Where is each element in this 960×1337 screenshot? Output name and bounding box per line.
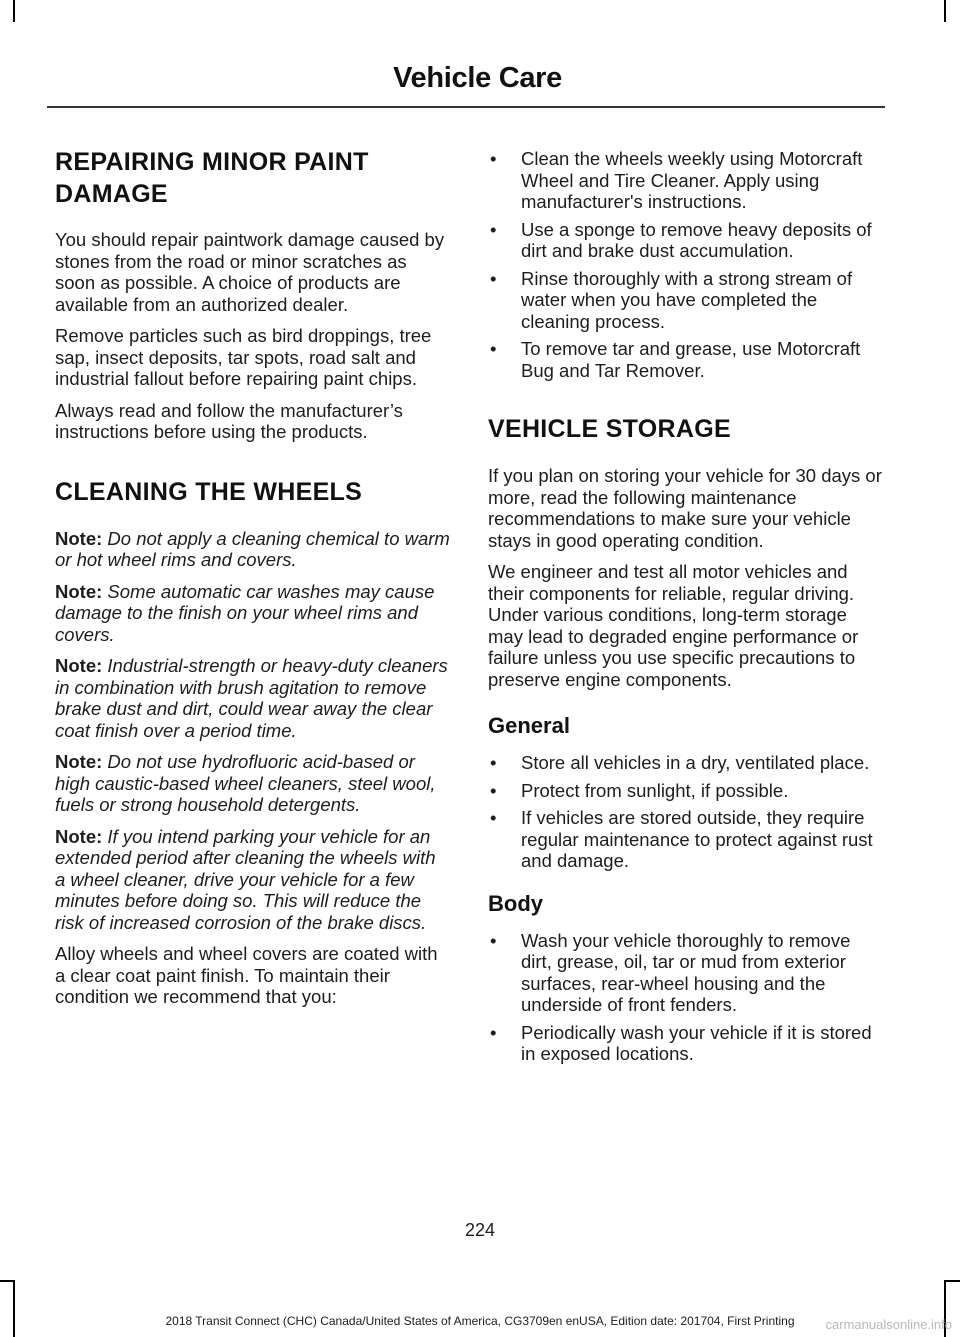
body-list <box>488 930 886 1065</box>
note <box>55 751 450 816</box>
repair-paint-heading-line1: REPAIRING MINOR PAINT <box>55 148 369 176</box>
list-item-text: Wash your vehicle thoroughly to remove dirt, grease, oil, tar or mud from exterior surfaces, rear-wheel housing and the underside of front fenders. <box>521 929 851 1015</box>
crop-mark-top-left <box>13 0 15 22</box>
body-subheading: Body <box>488 890 543 916</box>
note-text: Do not use hydrofluoric acid-based or high caustic-based wheel cleaners, steel wool, fuels or strong household detergents. <box>55 751 436 815</box>
vehicle-storage-section <box>488 413 886 1065</box>
list-item <box>488 338 886 381</box>
bullet: • <box>490 929 497 951</box>
footer-edition-info: 2018 Transit Connect (CHC) Canada/United States of America, CG3709en enUSA, Edition date: 201704, First Printing <box>165 1314 795 1328</box>
wheel-care-list <box>488 148 886 381</box>
bullet: • <box>490 752 497 773</box>
bullet: • <box>490 148 497 169</box>
paragraph: Alloy wheels and wheel covers are coated with a clear coat paint finish. To maintain their condition we recommend that you: <box>55 943 438 1007</box>
bullet: • <box>490 267 497 289</box>
note-label: Note: <box>55 825 103 847</box>
note-text: Do not apply a cleaning chemical to warm or hot wheel rims and covers. <box>55 527 450 570</box>
bullet: • <box>490 218 497 240</box>
list-item <box>488 752 886 774</box>
note <box>55 528 450 571</box>
page-number: 224 <box>464 1220 496 1240</box>
bullet: • <box>490 1021 497 1043</box>
general-list <box>488 752 886 872</box>
list-item <box>488 268 886 333</box>
cleaning-wheels-section <box>55 476 450 1008</box>
list-item <box>488 1022 886 1065</box>
list-item-text: Periodically wash your vehicle if it is stored in exposed locations. <box>521 1021 872 1064</box>
crop-mark-bottom-left-vertical <box>13 1280 15 1337</box>
watermark: carmanualsonline.info <box>825 1317 952 1332</box>
note <box>55 581 450 646</box>
repair-paint-section <box>55 146 450 443</box>
page-header-title: Vehicle Care <box>393 62 562 94</box>
note-label: Note: <box>55 751 103 772</box>
list-item <box>488 219 886 262</box>
list-item <box>488 930 886 1016</box>
header-divider <box>47 106 885 108</box>
note-label: Note: <box>55 655 103 676</box>
list-item <box>488 807 886 872</box>
paragraph: Remove particles such as bird droppings, tree sap, insect deposits, tar spots, road salt and industrial fallout before repairing paint chips. <box>55 325 432 389</box>
vehicle-storage-heading: VEHICLE STORAGE <box>488 415 731 443</box>
right-column <box>488 138 886 1065</box>
note-label: Note: <box>55 527 103 549</box>
left-column <box>55 138 450 1008</box>
list-item <box>488 148 886 213</box>
bullet: • <box>490 779 497 801</box>
repair-paint-heading <box>55 146 450 210</box>
bullet: • <box>490 338 497 359</box>
list-item <box>488 780 886 802</box>
paragraph: We engineer and test all motor vehicles and their components for reliable, regular driving. Under various conditions, long-term storage may lead to degraded engine performance or failure unless you use specific precautions to preserve engine components. <box>488 561 859 690</box>
note <box>55 655 450 741</box>
repair-paint-heading-line2: DAMAGE <box>55 180 168 208</box>
list-item-text: Rinse thoroughly with a strong stream of water when you have completed the cleaning process. <box>521 267 853 332</box>
list-item-text: Use a sponge to remove heavy deposits of dirt and brake dust accumulation. <box>521 218 872 261</box>
list-item-text: Protect from sunlight, if possible. <box>521 779 789 801</box>
list-item-text: If vehicles are stored outside, they require regular maintenance to protect against rust and damage. <box>521 807 873 871</box>
note <box>55 826 450 934</box>
note-text: Some automatic car washes may cause damage to the finish on your wheel rims and covers. <box>55 580 435 645</box>
crop-mark-bottom-left-horizontal <box>0 1280 14 1282</box>
paragraph: You should repair paintwork damage caused by stones from the road or minor scratches as soon as possible. A choice of products are available from an authorized dealer. <box>55 229 445 315</box>
list-item-text: Store all vehicles in a dry, ventilated place. <box>521 752 870 773</box>
cleaning-wheels-heading: CLEANING THE WHEELS <box>55 477 363 506</box>
general-subheading: General <box>488 713 570 738</box>
list-item-text: Clean the wheels weekly using Motorcraft Wheel and Tire Cleaner. Apply using manufacturer's instructions. <box>521 148 863 212</box>
crop-mark-top-right <box>944 0 946 22</box>
bullet: • <box>490 807 497 828</box>
note-text: If you intend parking your vehicle for an extended period after cleaning the wheels with a wheel cleaner, drive your vehicle for a few minutes before doing so. This will reduce the risk of increased corrosion of the brake discs. <box>55 825 436 933</box>
paragraph: Always read and follow the manufacturer’s instructions before using the products. <box>55 399 403 442</box>
note-label: Note: <box>55 580 103 602</box>
crop-mark-bottom-right-horizontal <box>945 1280 960 1282</box>
paragraph: If you plan on storing your vehicle for 30 days or more, read the following maintenance recommendations to make sure your vehicle stays in good operating condition. <box>488 465 882 551</box>
list-item-text: To remove tar and grease, use Motorcraft Bug and Tar Remover. <box>521 338 861 381</box>
note-text: Industrial-strength or heavy-duty cleaners in combination with brush agitation to remove brake dust and dirt, could wear away the clear coat finish over a period time. <box>55 655 448 741</box>
